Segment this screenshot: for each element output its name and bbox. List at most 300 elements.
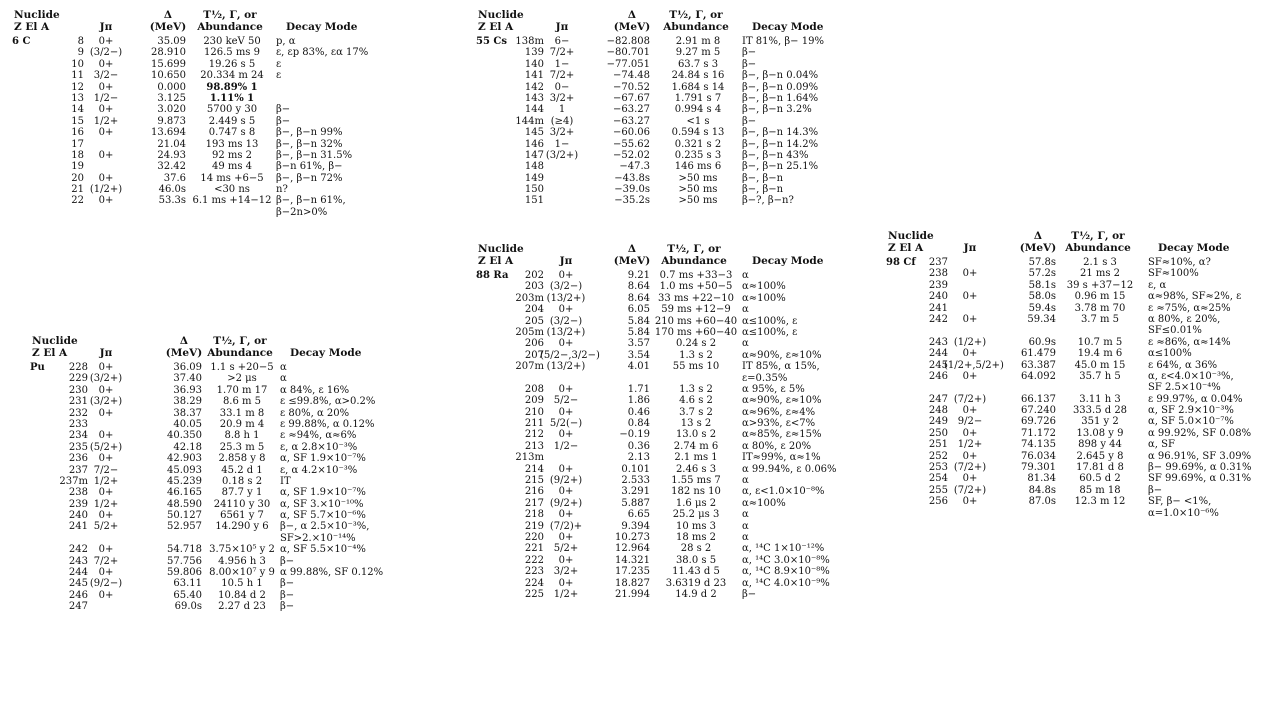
mass-excess: 46.0s xyxy=(158,184,186,196)
spin-parity: 1 xyxy=(558,104,566,116)
header-z-el-a: Z El A xyxy=(14,21,50,33)
decay-mode: ε ≈75%, α≈25% xyxy=(1148,302,1231,314)
spin-parity: 1/2+ xyxy=(93,498,119,510)
mass-excess: 0.36 xyxy=(627,440,650,452)
spin-parity: 0+ xyxy=(98,362,114,373)
mass-excess: 65.40 xyxy=(173,589,202,601)
spin-parity: (7/2+) xyxy=(953,484,987,496)
table-header xyxy=(886,231,1246,257)
table-row xyxy=(30,442,390,453)
table-row xyxy=(476,184,836,195)
half-life: 11.43 d 5 xyxy=(672,566,720,578)
table-row xyxy=(886,427,1252,439)
table-row xyxy=(476,464,836,475)
header-z-el-a: Z El A xyxy=(888,242,924,254)
half-life: <30 ns xyxy=(214,184,250,196)
mass-excess: 21.04 xyxy=(157,138,186,150)
spin-parity: 0+ xyxy=(558,338,574,350)
table-header xyxy=(476,244,836,270)
spin-parity: 0+ xyxy=(962,291,978,303)
decay-mode: α≤100% xyxy=(1148,348,1192,360)
half-life: 19.4 m 6 xyxy=(1077,348,1123,360)
mass-number: 144m xyxy=(515,115,544,127)
decay-mode: α≈90%, ε≈10% xyxy=(742,395,822,407)
mass-excess: 9.21 xyxy=(627,270,650,281)
spin-parity: (13/2+) xyxy=(546,292,586,304)
half-life: 92 ms 2 xyxy=(211,149,253,161)
decay-mode: ε 80%, α 20% xyxy=(280,407,350,419)
mass-number: 151 xyxy=(524,195,544,207)
decay-mode: α≈100% xyxy=(742,281,786,293)
spin-parity: 0+ xyxy=(98,589,114,601)
spin-parity: 0+ xyxy=(558,429,574,441)
decay-mode: β−, β−n 43% xyxy=(742,149,809,161)
decay-mode: SF≈100% xyxy=(1148,268,1199,280)
mass-excess: 58.0s xyxy=(1028,291,1056,303)
mass-excess: 1.86 xyxy=(627,395,650,407)
half-life: 45.2 d 1 xyxy=(221,464,263,476)
header-nuclide: Nuclide xyxy=(14,9,60,21)
mass-number: 246 xyxy=(928,370,948,382)
decay-mode: β−2n>0% xyxy=(276,206,328,218)
mass-excess: 35.09 xyxy=(157,36,186,47)
table-row xyxy=(886,268,1246,279)
table-row xyxy=(12,161,372,172)
mass-excess: 57.2s xyxy=(1028,268,1056,280)
mass-number: 219 xyxy=(524,520,544,532)
mass-excess: 6.05 xyxy=(627,304,650,316)
half-life: 24110 y 30 xyxy=(213,498,271,510)
mass-number: 141 xyxy=(524,70,544,82)
mass-number: 206 xyxy=(524,338,544,350)
spin-parity: 9/2− xyxy=(957,416,983,428)
decay-mode: β− xyxy=(280,578,295,590)
table-row xyxy=(30,556,390,567)
table-row xyxy=(476,270,836,281)
table-row xyxy=(886,280,1246,291)
table-row xyxy=(886,473,1252,485)
mass-excess: 21.994 xyxy=(615,588,650,600)
half-life: 0.747 s 8 xyxy=(208,127,256,139)
mass-excess: 67.240 xyxy=(1021,405,1056,417)
mass-number: 248 xyxy=(928,405,948,417)
table-row xyxy=(30,590,390,601)
spin-parity: 0+ xyxy=(98,567,114,579)
mass-number: 225 xyxy=(524,588,544,600)
table-row xyxy=(886,337,1246,348)
spin-parity: 0+ xyxy=(98,36,114,47)
mass-number: 238 xyxy=(928,268,948,280)
decay-mode: α, SF 5.5×10⁻⁴% xyxy=(280,544,366,556)
half-life: 2.645 y 8 xyxy=(1076,450,1124,462)
mass-excess: 57.756 xyxy=(167,555,202,567)
spin-parity: 0+ xyxy=(962,268,978,280)
mass-excess: 50.127 xyxy=(167,510,202,522)
mass-excess: −0.19 xyxy=(619,429,650,441)
mass-number: 216 xyxy=(524,486,544,498)
mass-number: 240 xyxy=(928,291,948,303)
table-row xyxy=(30,601,390,612)
mass-number: 242 xyxy=(928,313,948,325)
table-row xyxy=(886,485,1246,496)
mass-excess: −67.67 xyxy=(612,92,650,104)
decay-mode: β− xyxy=(280,601,295,613)
half-life: 1.791 s 7 xyxy=(674,92,722,104)
decay-mode: α xyxy=(742,509,749,521)
spin-parity: 0+ xyxy=(98,453,114,465)
decay-mode: β−?, β−n? xyxy=(742,195,794,207)
mass-excess: 64.092 xyxy=(1021,370,1056,382)
half-life: 1.11% 1 xyxy=(209,92,255,104)
mass-excess: 5.84 xyxy=(627,326,650,338)
spin-parity: 0+ xyxy=(558,577,574,589)
spin-parity: 0+ xyxy=(962,496,978,508)
mass-number: 142 xyxy=(524,81,544,93)
table-row xyxy=(476,59,836,70)
decay-mode: β−, β−n 14.2% xyxy=(742,138,819,150)
mass-excess: 42.18 xyxy=(173,441,202,453)
header-decay-mode: Decay Mode xyxy=(752,21,824,33)
half-life: 1.0 ms +50−5 xyxy=(659,281,733,293)
half-life: 0.18 s 2 xyxy=(221,475,263,487)
header-decay-mode: Decay Mode xyxy=(1158,242,1230,254)
mass-number: 241 xyxy=(928,302,948,314)
spin-parity: 7/2+ xyxy=(549,47,575,59)
spin-parity: 0+ xyxy=(98,127,114,139)
decay-mode: α 80%, ε 20% xyxy=(742,440,812,452)
mass-number: 217 xyxy=(524,497,544,509)
decay-mode: α≈100% xyxy=(742,497,786,509)
decay-mode: ε, εp 83%, εα 17% xyxy=(276,47,369,59)
mass-excess: 10.650 xyxy=(151,70,186,82)
spin-parity: (3/2−) xyxy=(549,315,583,327)
spin-parity: 0+ xyxy=(558,304,574,316)
table-row xyxy=(476,304,836,315)
half-life: 0.7 ms +33−3 xyxy=(659,270,733,281)
mass-excess: 0.101 xyxy=(621,463,650,475)
spin-parity: (7/2)+ xyxy=(549,520,583,532)
half-life: 9.27 m 5 xyxy=(675,47,721,59)
header-halflife: T½, Γ, or xyxy=(203,9,257,21)
table-row xyxy=(476,361,836,372)
half-life: 98.89% 1 xyxy=(206,81,258,93)
mass-number: 237m xyxy=(59,475,88,487)
table-header xyxy=(476,10,836,36)
table-row xyxy=(30,465,390,476)
half-life: 1.3 s 2 xyxy=(679,383,713,395)
decay-mode: α xyxy=(742,520,749,532)
mass-excess: −77.051 xyxy=(606,58,650,70)
half-life: 0.24 s 2 xyxy=(675,338,717,350)
table-row xyxy=(12,207,372,218)
half-life: 20.334 m 24 xyxy=(200,70,264,82)
mass-excess: 76.034 xyxy=(1021,450,1056,462)
element-symbol: 55 Cs xyxy=(476,36,507,47)
spin-parity: 0+ xyxy=(98,510,114,522)
table-row xyxy=(476,327,836,338)
spin-parity: (7/2+) xyxy=(953,462,987,474)
decay-mode: ε ≤99.8%, α>0.2% xyxy=(280,396,376,408)
decay-mode: α≈90%, ε≈10% xyxy=(742,349,822,361)
mass-number: 211 xyxy=(524,418,544,430)
mass-number: 243 xyxy=(928,336,948,348)
mass-number: 228 xyxy=(68,362,88,373)
half-life: 1.6 μs 2 xyxy=(675,497,717,509)
mass-number: 237 xyxy=(928,257,948,268)
half-life: 2.46 s 3 xyxy=(675,463,717,475)
table-row xyxy=(30,533,390,544)
half-life: 333.5 d 28 xyxy=(1072,405,1128,417)
mass-number: 244 xyxy=(928,348,948,360)
decay-mode: SF≤0.01% xyxy=(1148,325,1202,337)
mass-number: 205m xyxy=(515,326,544,338)
header-delta: Δ xyxy=(627,9,637,21)
mass-excess: 3.125 xyxy=(157,92,186,104)
spin-parity: 0+ xyxy=(98,195,114,207)
mass-excess: 3.020 xyxy=(157,104,186,116)
spin-parity: 0+ xyxy=(98,544,114,556)
mass-excess: 40.350 xyxy=(167,430,202,442)
half-life: 4.956 h 3 xyxy=(218,555,266,567)
mass-excess: −70.52 xyxy=(612,81,650,93)
header-delta: Δ xyxy=(627,243,637,255)
half-life: 0.235 s 3 xyxy=(674,149,722,161)
mass-excess: 2.533 xyxy=(621,475,650,487)
half-life: 3.7 m 5 xyxy=(1080,313,1120,325)
header-mev: (MeV) xyxy=(149,21,187,33)
half-life: 8.6 m 5 xyxy=(222,396,262,408)
decay-mode: α xyxy=(742,270,749,281)
mass-excess: 3.57 xyxy=(627,338,650,350)
decay-mode: β− xyxy=(742,58,757,70)
mass-excess: 14.321 xyxy=(615,554,650,566)
mass-number: 236 xyxy=(68,453,88,465)
decay-mode: ε 99.97%, α 0.04% xyxy=(1148,393,1243,405)
mass-excess: 69.726 xyxy=(1021,416,1056,428)
mass-number: 20 xyxy=(71,172,84,184)
half-life: 1.1 s +20−5 xyxy=(210,362,274,373)
spin-parity: (3/2+) xyxy=(89,396,123,408)
decay-mode: α, SF 2.9×10⁻³% xyxy=(1148,405,1234,417)
spin-parity: 0+ xyxy=(98,104,114,116)
decay-mode: α≤100%, ε xyxy=(742,315,798,327)
decay-mode: α>93%, ε<7% xyxy=(742,418,816,430)
spin-parity: 0+ xyxy=(558,406,574,418)
mass-excess: −63.27 xyxy=(612,104,650,116)
mass-number: 212 xyxy=(524,429,544,441)
half-life: 35.7 h 5 xyxy=(1079,370,1121,382)
mass-number: 245 xyxy=(928,359,948,371)
nuclide-table-plutonium xyxy=(30,336,390,613)
half-life: 13 s 2 xyxy=(680,418,712,430)
mass-number: 218 xyxy=(524,509,544,521)
mass-excess: 5.887 xyxy=(621,497,650,509)
mass-excess: 53.3s xyxy=(158,195,186,207)
mass-number: 243 xyxy=(68,555,88,567)
header-delta: Δ xyxy=(163,9,173,21)
spin-parity: 0+ xyxy=(98,407,114,419)
header-decay-mode: Decay Mode xyxy=(290,347,362,359)
spin-parity: 0+ xyxy=(558,554,574,566)
spin-parity: (1/2+,5/2+) xyxy=(944,359,1004,371)
mass-excess: −60.06 xyxy=(612,127,650,139)
spin-parity: 3/2+ xyxy=(549,127,575,139)
mass-excess: 36.09 xyxy=(173,362,202,373)
spin-parity: 0+ xyxy=(98,487,114,499)
table-row xyxy=(12,184,372,195)
decay-mode: α 99.92%, SF 0.08% xyxy=(1148,427,1252,439)
half-life: 0.96 m 15 xyxy=(1074,291,1126,303)
spin-parity: (13/2+) xyxy=(546,361,586,373)
spin-parity: 0+ xyxy=(558,531,574,543)
decay-mode: β−, β−n 3.2% xyxy=(742,104,812,116)
mass-number: 233 xyxy=(68,418,88,430)
half-life: 2.91 m 8 xyxy=(675,36,721,47)
header-nuclide: Nuclide xyxy=(32,335,78,347)
header-jpi: Jπ xyxy=(555,21,569,33)
table-row xyxy=(476,173,836,184)
table-row xyxy=(476,475,836,486)
mass-excess: 36.93 xyxy=(173,384,202,396)
decay-mode: IT≈99%, α≈1% xyxy=(742,452,821,464)
mass-number: 8 xyxy=(77,36,84,47)
decay-mode: SF, β− <1%, xyxy=(1148,496,1212,508)
element-symbol: Pu xyxy=(30,362,45,373)
half-life: 230 keV 50 xyxy=(203,36,261,47)
spin-parity: 0+ xyxy=(98,384,114,396)
mass-number: 140 xyxy=(524,58,544,70)
table-row xyxy=(476,82,836,93)
spin-parity: 3/2+ xyxy=(549,92,575,104)
mass-number: 13 xyxy=(71,92,84,104)
mass-number: 11 xyxy=(71,70,84,82)
decay-mode: β− xyxy=(742,115,757,127)
table-row xyxy=(886,371,1246,382)
mass-number: 242 xyxy=(68,544,88,556)
half-life: 17.81 d 8 xyxy=(1076,462,1124,474)
mass-excess: 59.4s xyxy=(1028,302,1056,314)
mass-number: 238 xyxy=(68,487,88,499)
mass-excess: 10.273 xyxy=(615,531,650,543)
decay-mode: ε 99.88%, α 0.12% xyxy=(280,418,375,430)
mass-excess: 63.11 xyxy=(173,578,202,590)
decay-mode: β−, β−n xyxy=(742,172,784,184)
table-row xyxy=(30,544,390,555)
spin-parity: (1/2+) xyxy=(89,184,123,196)
mass-number: 149 xyxy=(524,172,544,184)
table-row xyxy=(30,521,390,532)
header-halflife: T½, Γ, or xyxy=(667,243,721,255)
decay-mode: α xyxy=(280,373,287,385)
half-life: 1.70 m 17 xyxy=(216,384,268,396)
mass-excess: −74.48 xyxy=(612,70,650,82)
table-row xyxy=(12,82,372,93)
mass-excess: 5.84 xyxy=(627,315,650,327)
half-life: 33.1 m 8 xyxy=(219,407,265,419)
decay-mode: α xyxy=(742,531,749,543)
table-row xyxy=(30,476,390,487)
half-life: 55 ms 10 xyxy=(672,361,720,373)
half-life: 3.11 h 3 xyxy=(1079,393,1121,405)
half-life: 19.26 s 5 xyxy=(208,58,256,70)
mass-excess: 12.964 xyxy=(615,543,650,555)
decay-mode: ε, α 2.8×10⁻³% xyxy=(280,441,358,453)
spin-parity: 1/2+ xyxy=(957,439,983,451)
mass-number: 208 xyxy=(524,383,544,395)
spin-parity: 5/2+ xyxy=(93,521,119,533)
mass-excess: 24.93 xyxy=(157,149,186,161)
half-life: 39 s +37−12 xyxy=(1066,279,1134,291)
half-life: 13.08 y 9 xyxy=(1076,427,1124,439)
half-life: 3.7 s 2 xyxy=(679,406,713,418)
table-row xyxy=(476,555,836,566)
table-row xyxy=(30,362,390,373)
element-symbol: 88 Ra xyxy=(476,270,509,281)
mass-number: 22 xyxy=(71,195,84,207)
decay-mode: β−, β−n xyxy=(742,184,784,196)
mass-excess: 84.8s xyxy=(1028,484,1056,496)
table-row xyxy=(476,150,836,161)
decay-mode: α xyxy=(742,338,749,350)
mass-excess: −39.0s xyxy=(614,184,650,196)
decay-mode: β− 99.69%, α 0.31% xyxy=(1148,462,1252,474)
mass-excess: 6.65 xyxy=(627,509,650,521)
decay-mode: IT 81%, β− 19% xyxy=(742,36,824,47)
decay-mode: α 99.88%, SF 0.12% xyxy=(280,567,384,579)
table-row xyxy=(476,70,836,81)
spin-parity: 0+ xyxy=(98,58,114,70)
mass-number: 239 xyxy=(928,279,948,291)
half-life: >50 ms xyxy=(678,184,718,196)
decay-mode: α 96.91%, SF 3.09% xyxy=(1148,450,1252,462)
decay-mode: IT 85%, α 15%, xyxy=(742,361,820,373)
header-delta: Δ xyxy=(1033,230,1043,242)
mass-number: 252 xyxy=(928,450,948,462)
decay-mode: α, SF 5.0×10⁻⁷% xyxy=(1148,416,1234,428)
mass-number: 138m xyxy=(515,36,544,47)
decay-mode: β− xyxy=(280,555,295,567)
decay-mode: SF 2.5×10⁻⁴% xyxy=(1148,382,1221,394)
half-life: 5700 y 30 xyxy=(206,104,258,116)
spin-parity: 0+ xyxy=(962,405,978,417)
mass-number: 241 xyxy=(68,521,88,533)
half-life: 898 y 44 xyxy=(1078,439,1122,451)
decay-mode: α, SF 1.9×10⁻⁷% xyxy=(280,487,366,499)
spin-parity: 0+ xyxy=(962,473,978,485)
header-z-el-a: Z El A xyxy=(478,255,514,267)
table-row xyxy=(886,382,1246,393)
mass-number: 146 xyxy=(524,138,544,150)
table-row xyxy=(30,578,390,589)
decay-mode: β− xyxy=(742,588,757,600)
mass-excess: 45.093 xyxy=(167,464,202,476)
spin-parity: (9/2−) xyxy=(89,578,123,590)
half-life: 0.321 s 2 xyxy=(674,138,722,150)
decay-mode: SF>2.×10⁻¹⁴% xyxy=(280,532,356,544)
decay-mode: ε xyxy=(276,70,282,82)
mass-number: 250 xyxy=(928,427,948,439)
half-life: 0.994 s 4 xyxy=(674,104,722,116)
header-halflife: T½, Γ, or xyxy=(213,335,267,347)
mass-excess: 13.694 xyxy=(151,127,186,139)
table-row xyxy=(476,418,836,429)
half-life: 10.5 h 1 xyxy=(221,578,263,590)
mass-number: 14 xyxy=(71,104,84,116)
mass-excess: −82.808 xyxy=(606,36,650,47)
table-header xyxy=(30,336,390,362)
half-life: 85 m 18 xyxy=(1079,484,1121,496)
mass-number: 18 xyxy=(71,149,84,161)
